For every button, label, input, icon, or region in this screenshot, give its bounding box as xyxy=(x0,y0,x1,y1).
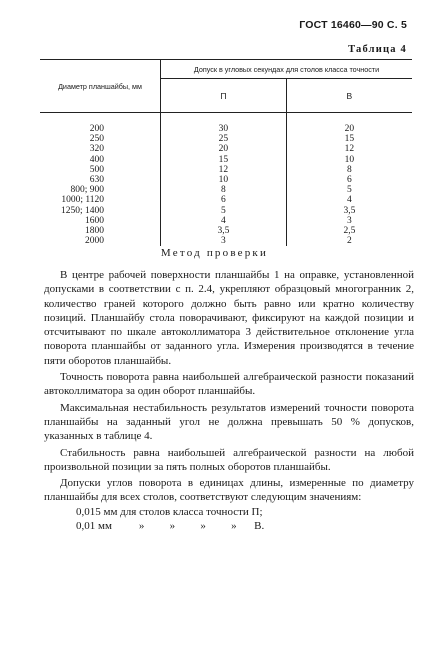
cell-diameter xyxy=(40,144,161,154)
column-header-v: В xyxy=(286,79,412,113)
table-body xyxy=(40,113,412,247)
cell-diameter-value: 630 xyxy=(89,175,104,186)
cell-tolerance-v: 5 xyxy=(347,185,352,196)
cell-diameter xyxy=(40,185,161,195)
table-row xyxy=(40,206,412,216)
cell-diameter xyxy=(40,175,161,185)
cell-tolerance-v: 20 xyxy=(344,124,355,134)
cell-diameter xyxy=(40,236,161,246)
page-header: ГОСТ 16460—90 С. 5 xyxy=(299,19,407,31)
cell-diameter xyxy=(40,155,161,165)
paragraph: Стабильность равна наибольшей алгебраической разности на любой произвольной позиции за пять полных оборотов планшайбы. xyxy=(44,446,414,473)
paragraph: Допуски углов поворота в единицах длины, измеренные по диаметру планшайбы для всех столов, соответствуют следующим значениям: xyxy=(44,477,414,504)
table-label: Таблица 4 xyxy=(348,44,407,55)
cell-tolerance-v: 3 xyxy=(347,215,352,226)
cell-diameter xyxy=(40,165,161,175)
table-row xyxy=(40,175,412,185)
table-row xyxy=(40,144,412,154)
cell-tolerance-v: 4 xyxy=(347,195,352,206)
value-line-ditto xyxy=(44,519,414,533)
section-title: Метод проверки xyxy=(160,247,269,259)
ditto-mark: » xyxy=(169,520,176,533)
paragraph: Точность поворота равна наибольшей алгебраической разности показаний автоколлиматора за один оборот планшайбы. xyxy=(44,371,414,398)
cell-tolerance-v: 10 xyxy=(344,154,355,165)
value-amount: 0,01 мм xyxy=(76,520,112,533)
table-row xyxy=(40,226,412,236)
cell-diameter xyxy=(40,226,161,236)
cell-tolerance-p: 6 xyxy=(161,195,287,205)
cell-tolerance-p: 3 xyxy=(161,236,287,246)
cell-diameter-value: 1000; 1120 xyxy=(61,195,104,206)
paragraph: В центре рабочей поверхности планшайбы 1 на оправке, установленной допусками в соответствии с п. 2.4, укрепляют образцовый многогранник 2, количество граней которого должно быть равно или кратно количеству позиций. Планшайбу стола поворачивают, фиксируют на каждой позиции и отсчитывают по шкале автоколлиматора 3 действительное отклонение угла поворота планшайбы от заданного угла. Измерения производятся в течение пяти оборотов планшайбы. xyxy=(44,269,414,367)
cell-diameter xyxy=(40,195,161,205)
table-row xyxy=(40,155,412,165)
cell-tolerance-v: 3,5 xyxy=(343,205,356,216)
cell-diameter-value: 1250; 1400 xyxy=(60,205,104,216)
cell-tolerance-p: 4 xyxy=(161,216,287,226)
body-text xyxy=(44,268,414,533)
cell-tolerance-v: 6 xyxy=(347,175,352,186)
cell-diameter xyxy=(40,134,161,144)
cell-tolerance-p: 10 xyxy=(161,175,287,185)
cell-diameter-value: 800; 900 xyxy=(70,185,104,196)
cell-tolerance-p: 12 xyxy=(161,165,287,175)
cell-diameter-value: 2000 xyxy=(85,236,104,247)
cell-tolerance-v: 2,5 xyxy=(343,226,356,237)
table-row xyxy=(40,165,412,175)
cell-tolerance-p: 25 xyxy=(161,134,287,144)
column-header-p: П xyxy=(161,79,287,113)
cell-tolerance-p: 3,5 xyxy=(161,226,287,236)
cell-diameter-value: 1800 xyxy=(85,226,104,237)
cell-diameter-value: 250 xyxy=(89,134,104,145)
column-header-diameter: Диаметр планшайбы, мм xyxy=(40,60,161,113)
cell-tolerance-p: 8 xyxy=(161,185,287,195)
cell-diameter-value: 500 xyxy=(89,164,104,175)
table-row xyxy=(40,236,412,246)
value-class: В. xyxy=(254,520,265,533)
cell-tolerance-p: 20 xyxy=(161,144,287,154)
ditto-mark: » xyxy=(200,520,206,533)
cell-diameter xyxy=(40,206,161,216)
cell-diameter xyxy=(40,113,161,135)
paragraph: Максимальная нестабильность результатов измерений точности поворота планшайбы на заданный угол не должна превышать 50 % допусков, указанных в таблице 4. xyxy=(44,401,414,443)
cell-tolerance-v: 12 xyxy=(344,144,355,155)
table-row xyxy=(40,113,412,135)
ditto-mark: » xyxy=(231,520,237,533)
cell-tolerance-p: 5 xyxy=(161,206,287,216)
cell-tolerance-v: 8 xyxy=(347,164,352,175)
table-row xyxy=(40,185,412,195)
tolerance-table xyxy=(40,59,412,246)
table-row xyxy=(40,134,412,144)
cell-diameter-value: 200 xyxy=(89,124,104,134)
ditto-mark: » xyxy=(138,520,145,533)
cell-tolerance-p: 15 xyxy=(161,155,287,165)
value-line: 0,015 мм для столов класса точности П; xyxy=(76,505,263,518)
column-header-group: Допуск в угловых секундах для столов класса точности xyxy=(161,60,413,79)
cell-tolerance-v: 15 xyxy=(344,134,355,145)
cell-diameter-value: 1600 xyxy=(85,215,104,226)
cell-diameter-value: 320 xyxy=(89,144,104,155)
table-row xyxy=(40,195,412,205)
table-row xyxy=(40,216,412,226)
cell-diameter-value: 400 xyxy=(89,154,104,165)
cell-tolerance-v: 2 xyxy=(347,236,352,247)
cell-tolerance-p: 30 xyxy=(161,113,287,135)
cell-diameter xyxy=(40,216,161,226)
